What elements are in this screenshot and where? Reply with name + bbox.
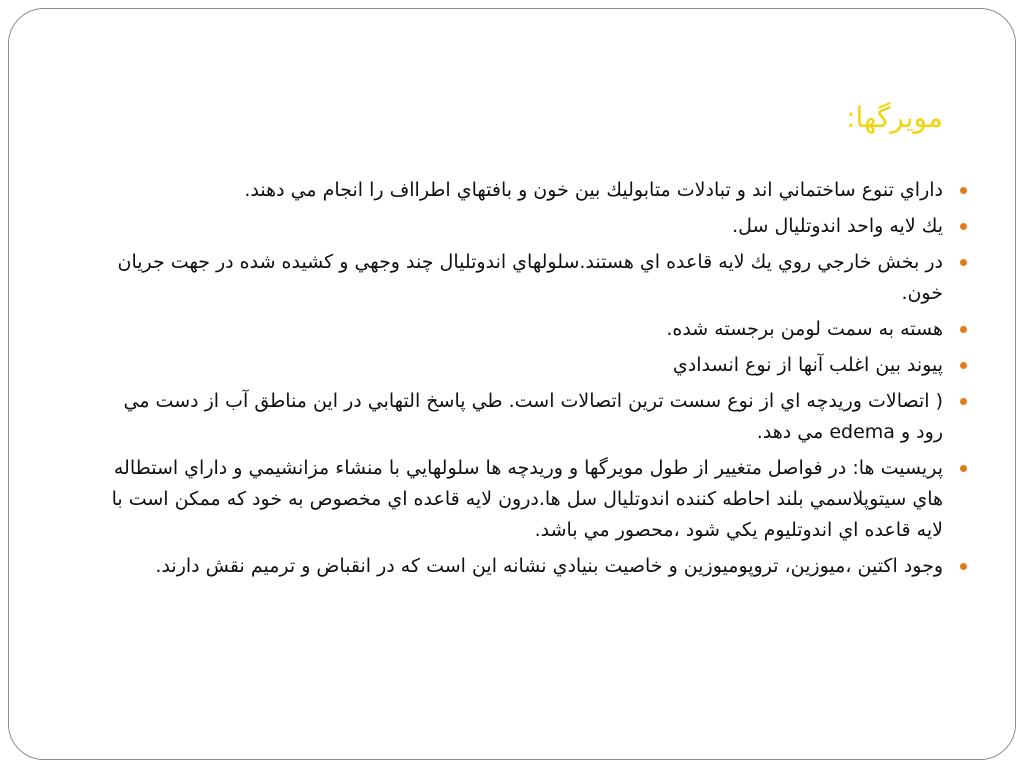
- bullet-text: داراي تنوع ساختماني اند و تبادلات متابوليك بين خون و بافتهاي اطرااف را انجام مي دهند.: [244, 179, 943, 201]
- list-item: [95, 551, 967, 582]
- bullet-text: پيوند بين اغلب آنها از نوع انسدادي: [672, 354, 943, 376]
- bullet-text: پريسيت ها: در فواصل متغيير از طول مويرگها و وريدچه ها سلولهايي با منشاء مزانشيمي و داراي استطاله هاي سيتوپلاسمي بلند احاطه كننده اندوتليال سل ها.درون لايه قاعده اي مخصوص به خود كه ممكن است با لايه قاعده اي اندوتليوم يكي شود ،محصور مي باشد.: [111, 457, 943, 541]
- dot-bullet-icon: [960, 223, 967, 230]
- bullet-text: هسته به سمت لومن برجسته شده.: [666, 318, 943, 340]
- dot-bullet-icon: [960, 187, 967, 194]
- list-item: [95, 314, 967, 345]
- dot-bullet-icon: [960, 259, 967, 266]
- bullet-list: [95, 175, 967, 587]
- bullet-text: ( اتصالات وريدچه اي از نوع سست ترين اتصالات است. طي پاسخ التهابي در اين مناطق آب از دست مي رود و edema مي دهد.: [123, 390, 943, 443]
- bullet-text: يك لايه واحد اندوتليال سل.: [732, 215, 943, 237]
- bullet-text: در بخش خارجي روي يك لايه قاعده اي هستند.سلولهاي اندوتليال چند وجهي و كشيده شده در جهت جريان خون.: [117, 251, 943, 304]
- dot-bullet-icon: [960, 326, 967, 333]
- list-item: [95, 175, 967, 206]
- slide-title: مويرگها:: [846, 101, 943, 134]
- dot-bullet-icon: [960, 465, 967, 472]
- slide-frame: [8, 8, 1016, 760]
- list-item: [95, 247, 967, 309]
- bullet-text: وجود اكتين ،ميوزين، تروپوميوزين و خاصيت بنيادي نشانه اين است كه در انقباض و ترميم نقش دارند.: [155, 555, 943, 577]
- dot-bullet-icon: [960, 563, 967, 570]
- dot-bullet-icon: [960, 398, 967, 405]
- list-item: [95, 386, 967, 448]
- dot-bullet-icon: [960, 362, 967, 369]
- list-item: [95, 453, 967, 546]
- list-item: [95, 350, 967, 381]
- list-item: [95, 211, 967, 242]
